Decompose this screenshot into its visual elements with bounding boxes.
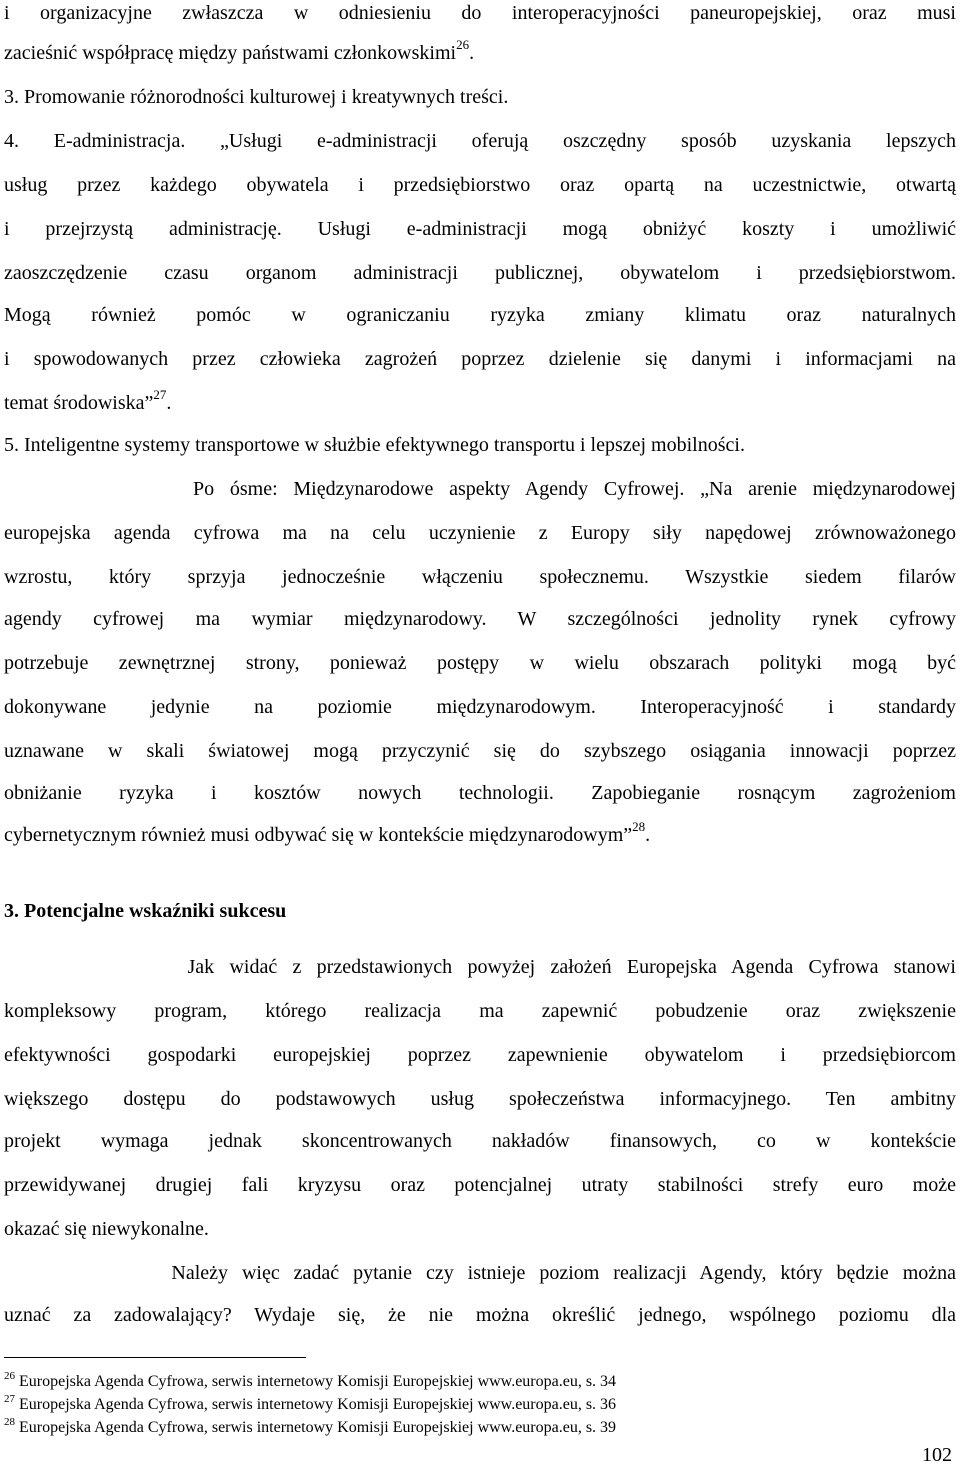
- body-line: [4, 780, 956, 806]
- body-line: [4, 606, 956, 632]
- line-text: 5. Inteligentne systemy transportowe w służbie efektywnego transportu i lepszej mobilności.: [4, 434, 745, 456]
- footnote-text: Europejska Agenda Cyfrowa, serwis internetowy Komisji Europejskiej www.europa.eu, s. 36: [15, 1396, 617, 1413]
- line-text: Jak widać z przedstawionych powyżej założeń Europejska Agenda Cyfrowa stanowi: [4, 956, 956, 978]
- line-text: i organizacyjne zwłaszcza w odniesieniu do interoperacyjności paneuropejskiej, oraz musi: [4, 2, 956, 24]
- line-text: Należy więc zadać pytanie czy istnieje poziom realizacji Agendy, który będzie można: [4, 1262, 956, 1284]
- line-text: 4. E-administracja. „Usługi e-administracji oferują oszczędny sposób uzyskania lepszych: [4, 130, 956, 152]
- line-text: projekt wymaga jednak skoncentrowanych nakładów finansowych, co w kontekście: [4, 1130, 956, 1152]
- line-text: większego dostępu do podstawowych usług społeczeństwa informacyjnego. Ten ambitny: [4, 1088, 956, 1110]
- line-text: cybernetycznym również musi odbywać się w kontekście międzynarodowym”: [4, 824, 633, 846]
- line-text: uznawane w skali światowej mogą przyczynić się do szybszego osiągania innowacji poprzez: [4, 740, 956, 762]
- body-line: [4, 302, 956, 328]
- body-line: [4, 84, 956, 110]
- body-line: [4, 650, 956, 676]
- body-line: [4, 172, 956, 198]
- line-text: obniżanie ryzyka i kosztów nowych technologii. Zapobieganie rosnącym zagrożeniom: [4, 782, 956, 804]
- body-line: [4, 0, 956, 26]
- body-line: [4, 387, 956, 416]
- section-line: [4, 1260, 956, 1286]
- footnote-text: Europejska Agenda Cyfrowa, serwis internetowy Komisji Europejskiej www.europa.eu, s. 39: [15, 1419, 617, 1436]
- line-text: Po ósme: Międzynarodowe aspekty Agendy Cyfrowej. „Na arenie międzynarodowej: [4, 478, 956, 500]
- footnote-text: Europejska Agenda Cyfrowa, serwis internetowy Komisji Europejskiej www.europa.eu, s. 34: [15, 1373, 617, 1390]
- line-text: zacieśnić współpracę między państwami członkowskimi: [4, 42, 457, 64]
- footnote-ref: 28: [632, 819, 646, 835]
- footnote-ref: 27: [153, 387, 167, 403]
- line-text: Mogą również pomóc w ograniczaniu ryzyka zmiany klimatu oraz naturalnych: [4, 304, 956, 326]
- line-text: europejska agenda cyfrowa ma na celu uczynienie z Europy siły napędowej zrównoważonego: [4, 522, 956, 544]
- section-line: [4, 1172, 956, 1198]
- line-text: uznać za zadowalający? Wydaje się, że nie można określić jednego, wspólnego poziomu dla: [4, 1304, 956, 1326]
- body-line: [4, 476, 956, 502]
- section-line: [4, 1216, 956, 1242]
- section-heading: 3. Potencjalne wskaźniki sukcesu: [4, 900, 287, 922]
- page-number: 102: [922, 1444, 952, 1466]
- line-text: kompleksowy program, którego realizacja ma zapewnić pobudzenie oraz zwiększenie: [4, 1000, 956, 1022]
- body-line: [4, 694, 956, 720]
- line-suffix: .: [166, 392, 172, 414]
- line-text: potrzebuje zewnętrznej strony, ponieważ postępy w wielu obszarach polityki mogą być: [4, 652, 956, 674]
- line-text: przewidywanej drugiej fali kryzysu oraz potencjalnej utraty stabilności strefy euro może: [4, 1174, 956, 1196]
- body-line: [4, 260, 956, 286]
- line-text: efektywności gospodarki europejskiej poprzez zapewnienie obywatelom i przedsiębiorcom: [4, 1044, 956, 1066]
- line-text: i spowodowanych przez człowieka zagrożeń poprzez dzielenie się danymi i informacjami na: [4, 348, 956, 370]
- section-line: [4, 1302, 956, 1328]
- body-line: [4, 346, 956, 372]
- footnote: [4, 1369, 617, 1392]
- footnote: [4, 1415, 617, 1438]
- body-line: [4, 819, 956, 848]
- section-line: [4, 1042, 956, 1068]
- line-text: 3. Promowanie różnorodności kulturowej i kreatywnych treści.: [4, 86, 509, 108]
- body-line: [4, 432, 956, 458]
- footnote-number: 28: [4, 1415, 15, 1428]
- line-text: i przejrzystą administrację. Usługi e-administracji mogą obniżyć koszty i umożliwić: [4, 218, 956, 240]
- footnote-ref: 26: [456, 37, 470, 53]
- footnote: [4, 1392, 617, 1415]
- footnote-separator: [4, 1357, 306, 1358]
- section-line: [4, 1086, 956, 1112]
- section-line: [4, 998, 956, 1024]
- section-line: [4, 954, 956, 980]
- body-line: [4, 37, 956, 66]
- line-text: dokonywane jedynie na poziomie międzynarodowym. Interoperacyjność i standardy: [4, 696, 956, 718]
- line-text: usług przez każdego obywatela i przedsiębiorstwo oraz opartą na uczestnictwie, otwartą: [4, 174, 956, 196]
- section-line: [4, 1128, 956, 1154]
- line-text: wzrostu, który sprzyja jednocześnie włączeniu społecznemu. Wszystkie siedem filarów: [4, 566, 956, 588]
- line-suffix: .: [645, 824, 651, 846]
- footnote-number: 26: [4, 1369, 15, 1382]
- line-text: zaoszczędzenie czasu organom administracji publicznej, obywatelom i przedsiębiorstwom.: [4, 262, 956, 284]
- body-line: [4, 520, 956, 546]
- line-text: temat środowiska”: [4, 392, 154, 414]
- body-line: [4, 128, 956, 154]
- footnote-number: 27: [4, 1392, 15, 1405]
- line-text: agendy cyfrowej ma wymiar międzynarodowy. W szczególności jednolity rynek cyfrowy: [4, 608, 956, 630]
- body-line: [4, 564, 956, 590]
- line-suffix: .: [469, 42, 475, 64]
- line-text: okazać się niewykonalne.: [4, 1218, 209, 1240]
- body-line: [4, 216, 956, 242]
- body-line: [4, 738, 956, 764]
